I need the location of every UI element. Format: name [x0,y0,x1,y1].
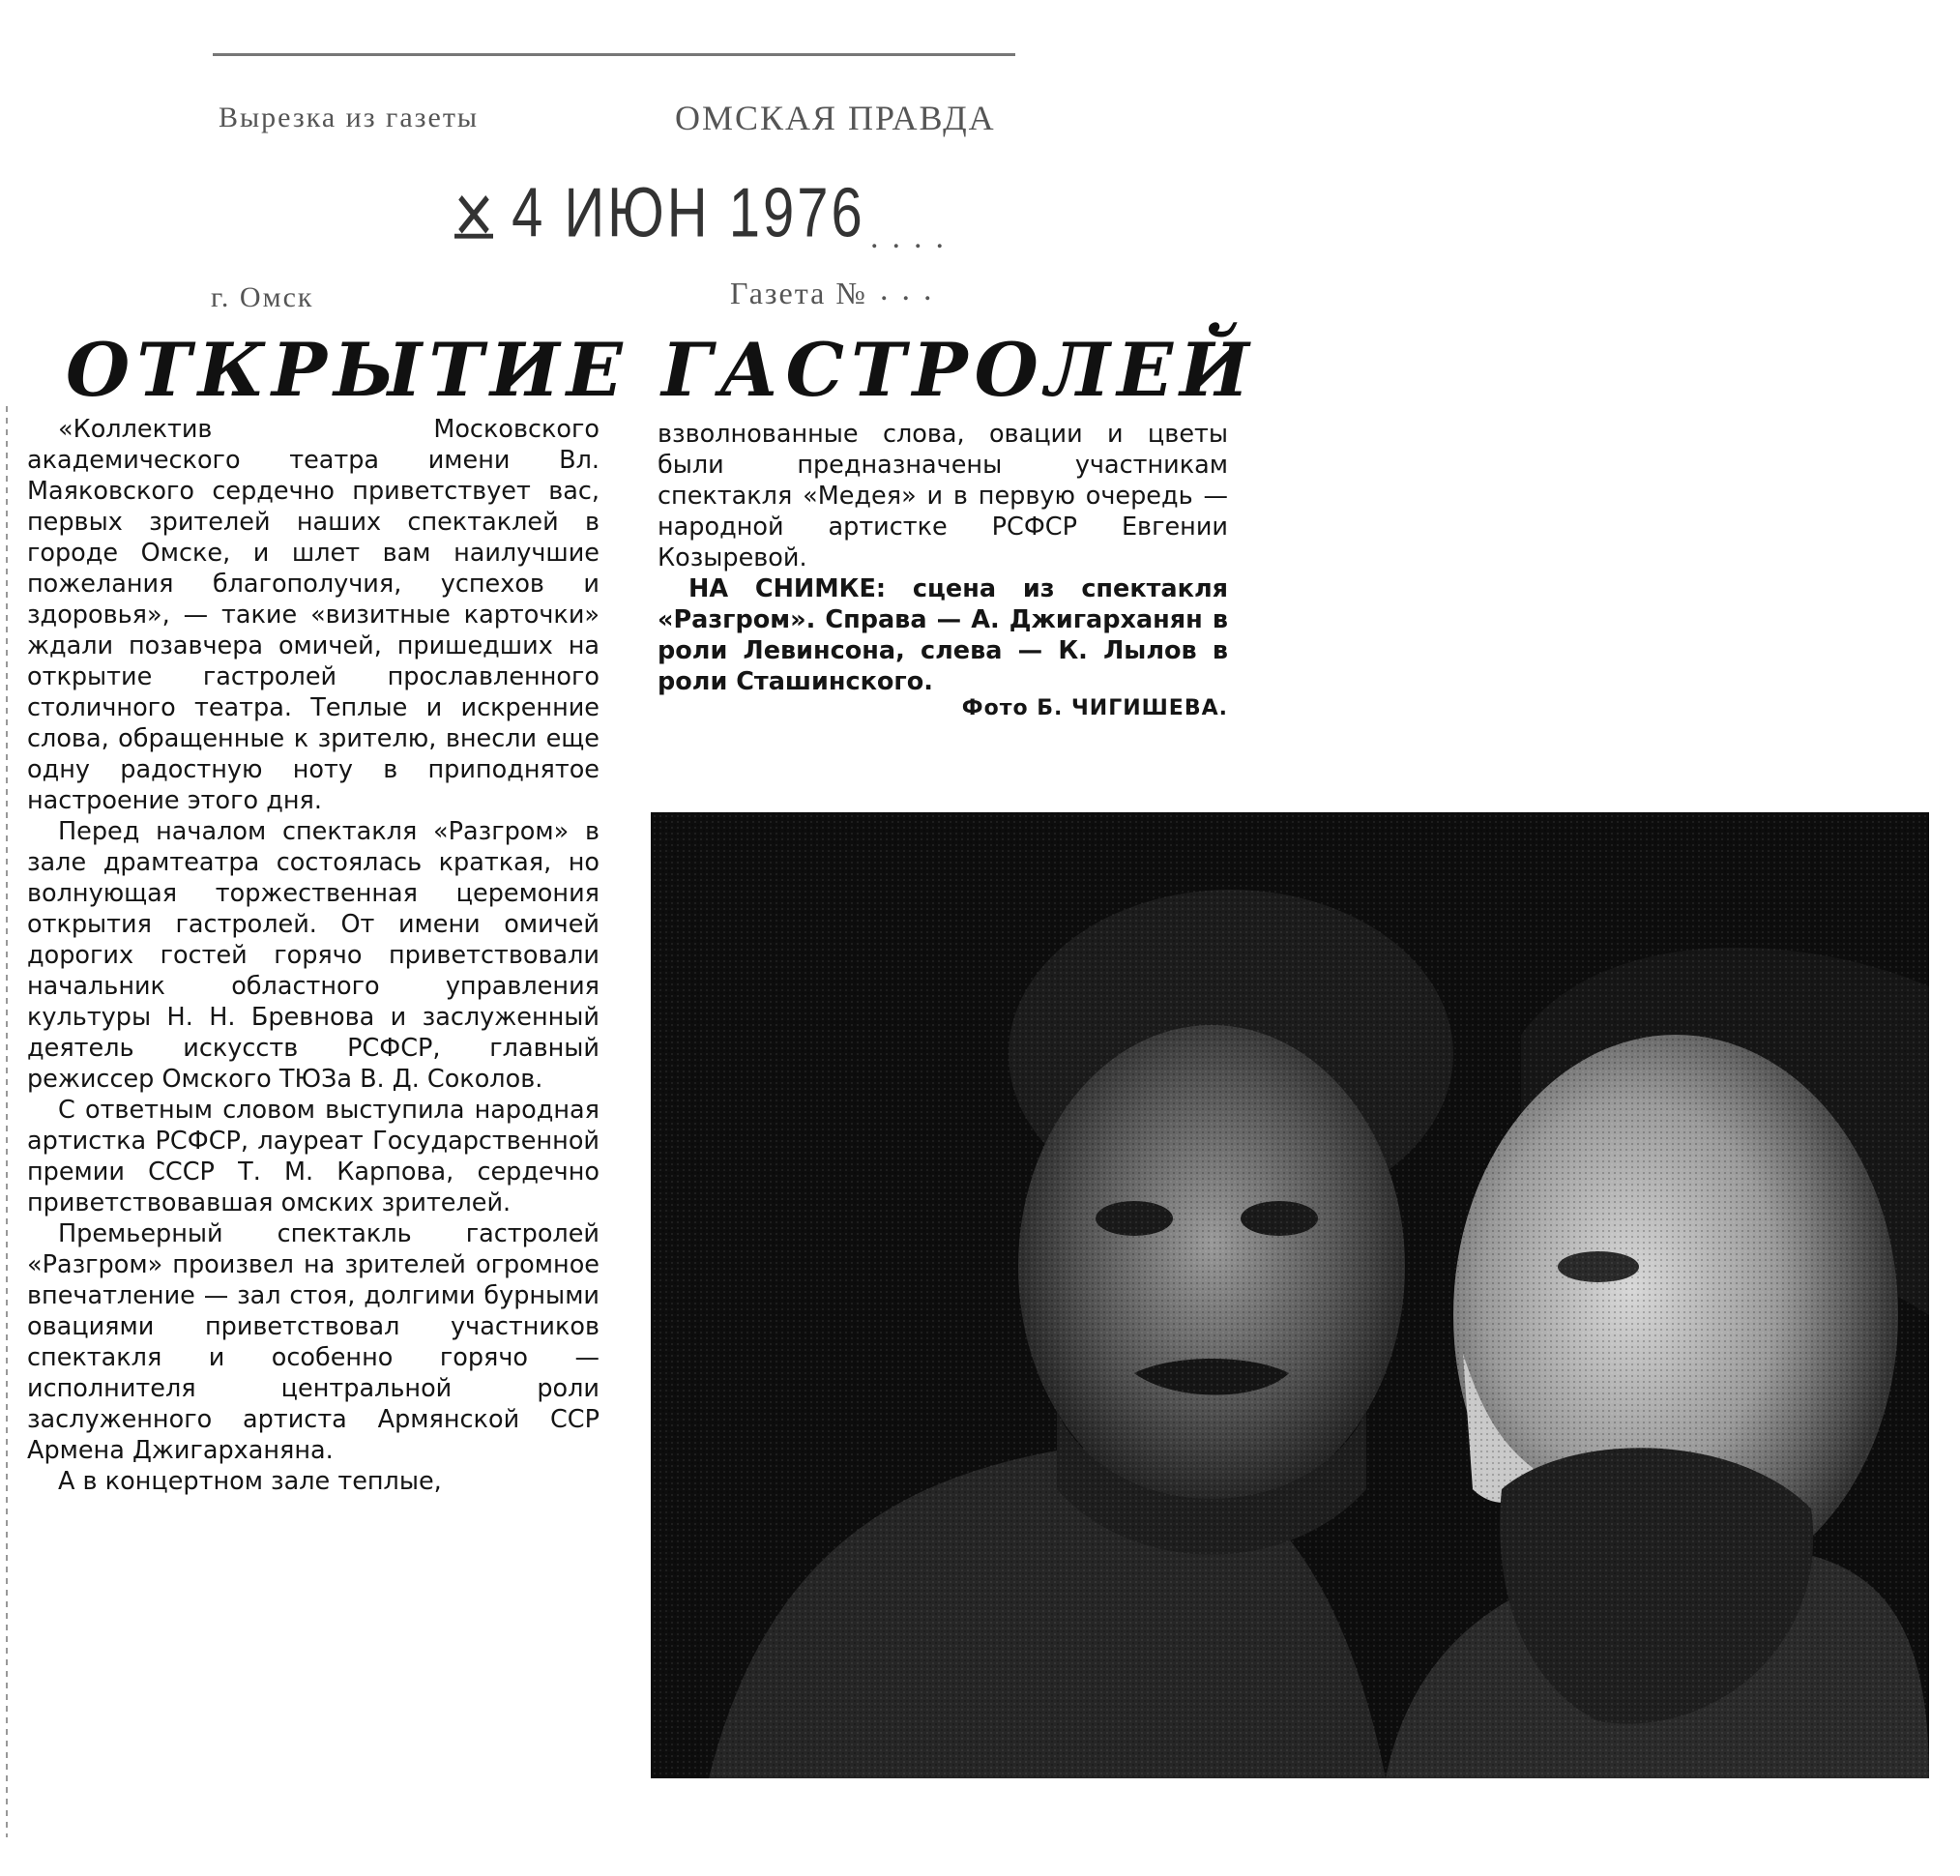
date-stamp [454,172,865,253]
clipping-label: Вырезка из газеты [219,102,480,133]
paragraph-2: Перед началом спектакля «Разгром» в зале драмтеатра состоялась краткая, но волнующая торжественная церемония открытия гастролей. От имени омичей дорогих гостей горячо приветствовали начальник областного управления культуры Н. Н. Бревнова и заслуженный деятель искусств РСФСР, главный режиссер Омского ТЮЗа В. Д. Соколов. [27,817,600,1094]
photo-credit: Фото Б. ЧИГИШЕВА. [961,696,1228,720]
date-dots: .... [870,220,957,255]
paragraph-1: «Коллектив Московского академического театра имени Вл. Маяковского сердечно приветствует вас, первых зрителей наших спектаклей в городе Омске, и шлет вам наилучшие пожелания благополучия, успехов и здоровья», — такие «визитные карточки» ждали позавчера омичей, пришедших на открытие гастролей прославленного столичного театра. Теплые и искренние слова, обращенные к зрителю, внесли еще одну радостную ноту в приподнятое настроение этого дня. [27,415,600,815]
photo-caption: НА СНИМКЕ: сцена из спектакля «Разгром». Справа — А. Джигарханян в роли Левинсона, слева — К. Лылов в роли Сташинского. [658,574,1228,696]
newspaper-name: ОМСКАЯ ПРАВДА [675,99,996,137]
article-right-column [658,419,1228,724]
issue-label: Газета № [730,276,867,310]
article-title: ОТКРЫТИЕ ГАСТРОЛЕЙ [66,327,1256,413]
issue-dots: ... [880,272,946,308]
article-left-column [27,414,600,1497]
paragraph-3: С ответным словом выступила народная артистка РСФСР, лауреат Государственной премии СССР Т. М. Карпова, сердечно приветствовавшая омских зрителей. [27,1096,600,1217]
stamp-x-mark-icon [454,191,493,239]
paragraph-continued: взволнованные слова, овации и цветы были предназначены участникам спектакля «Медея» и в первую очередь — народной артистке РСФСР Евгении Козыревой. [658,420,1228,572]
clipping-cut-edge [6,406,8,1837]
date-stamp-text: 4 ИЮН 1976 [512,173,865,252]
city-label: г. Омск [211,281,314,313]
theatre-scene-photo [651,812,1929,1778]
paragraph-5: А в концертном зале теплые, [58,1467,442,1496]
stamp-top-rule [213,53,1015,56]
paragraph-4: Премьерный спектакль гастролей «Разгром» произвел на зрителей огромное впечатление — зал стоя, долгими бурными овациями приветствовал участников спектакля и особенно горячо — исполнителя центральной роли заслуженного артиста Армянской ССР Армена Джигарханяна. [27,1219,600,1465]
photo-image [651,812,1929,1778]
